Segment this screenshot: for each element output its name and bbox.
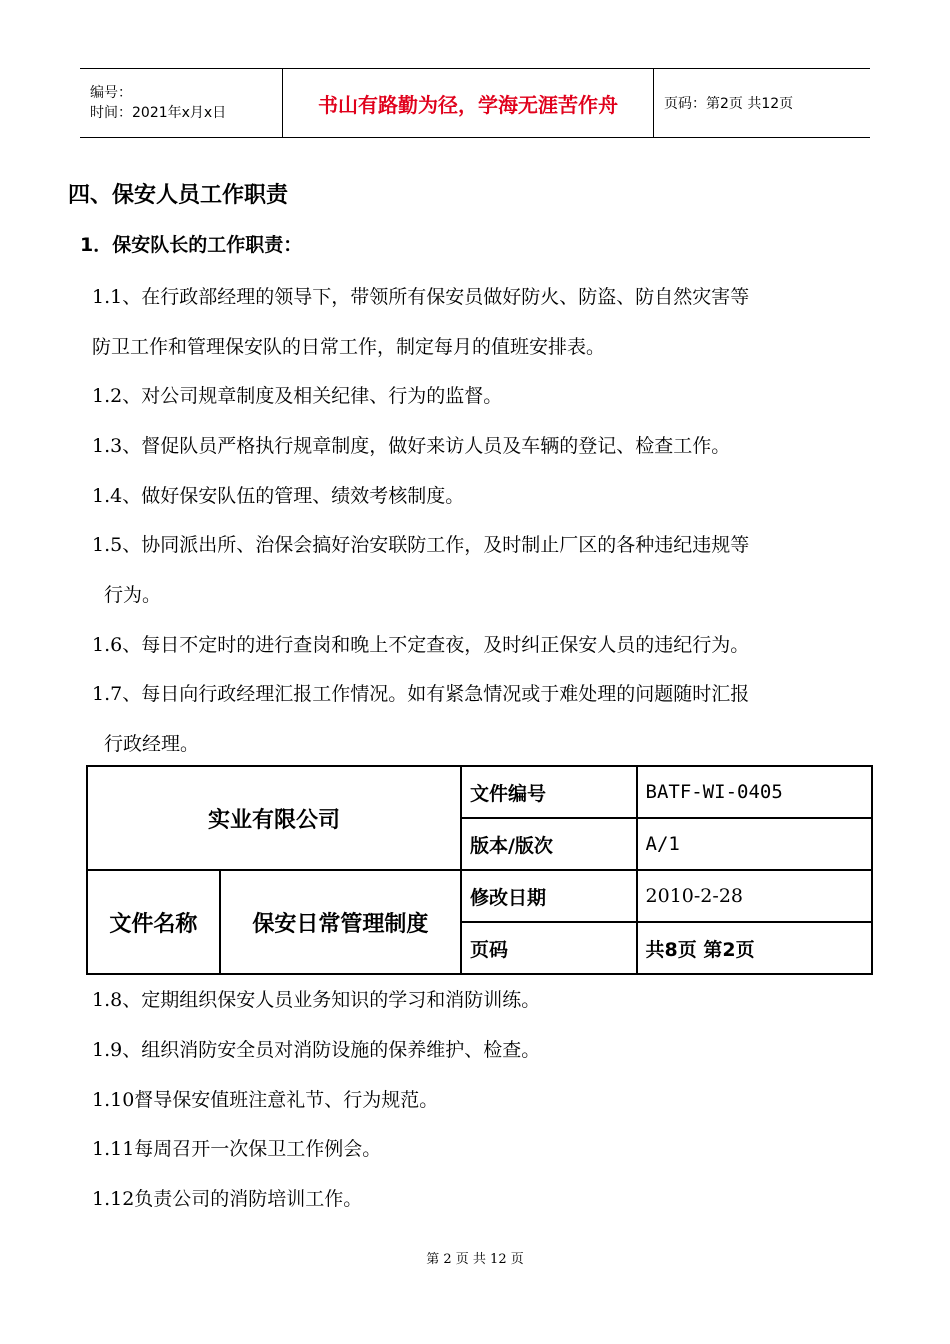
section-title: 四、保安人员工作职责 <box>68 183 289 208</box>
revise-date-value: 2010-2-28 <box>637 870 872 922</box>
duty-1-1: 1.1、在行政部经理的领导下，带领所有保安员做好防火、防盗、防自然灾害等 <box>92 286 750 308</box>
page-footer: 第 2 页 共 12 页 <box>426 1252 524 1267</box>
file-name-value: 保安日常管理制度 <box>220 870 461 974</box>
duty-1-7-cont: 行政经理。 <box>104 733 200 755</box>
header-page-info: 页码：第2页 共12页 <box>664 96 794 112</box>
version-label: 版本/版次 <box>461 818 637 870</box>
file-no-label: 文件编号 <box>461 766 637 818</box>
duty-1-3: 1.3、督促队员严格执行规章制度，做好来访人员及车辆的登记、检查工作。 <box>92 435 731 457</box>
sub-title: 1．保安队长的工作职责： <box>80 234 303 256</box>
duty-1-12: 1.12负责公司的消防培训工作。 <box>92 1188 363 1210</box>
duty-1-2: 1.2、对公司规章制度及相关纪律、行为的监督。 <box>92 385 503 407</box>
file-name-label: 文件名称 <box>87 870 220 974</box>
duty-1-9: 1.9、组织消防安全员对消防设施的保养维护、检查。 <box>92 1039 541 1061</box>
duty-1-5: 1.5、协同派出所、治保会搞好治安联防工作，及时制止厂区的各种违纪违规等 <box>92 534 750 556</box>
page-header <box>80 68 870 138</box>
file-no-value: BATF-WI-0405 <box>637 766 872 818</box>
version-value: A/1 <box>637 818 872 870</box>
duty-1-5-cont: 行为。 <box>104 584 162 606</box>
duty-1-7: 1.7、每日向行政经理汇报工作情况。如有紧急情况或于难处理的问题随时汇报 <box>92 683 750 705</box>
page-value: 共8页 第2页 <box>637 922 872 974</box>
document-control-table <box>86 765 873 975</box>
company-name: 实业有限公司 <box>87 766 461 870</box>
revise-date-label: 修改日期 <box>461 870 637 922</box>
duty-1-11: 1.11每周召开一次保卫工作例会。 <box>92 1138 382 1160</box>
duty-1-1-cont: 防卫工作和管理保安队的日常工作，制定每月的值班安排表。 <box>92 336 606 358</box>
header-time: 时间：2021年x月x日 <box>90 105 227 121</box>
page-label: 页码 <box>461 922 637 974</box>
header-meta <box>80 69 282 137</box>
duty-1-6: 1.6、每日不定时的进行查岗和晚上不定查夜，及时纠正保安人员的违纪行为。 <box>92 634 750 656</box>
duty-1-8: 1.8、定期组织保安人员业务知识的学习和消防训练。 <box>92 989 541 1011</box>
duty-1-10: 1.10督导保安值班注意礼节、行为规范。 <box>92 1089 439 1111</box>
duty-1-4: 1.4、做好保安队伍的管理、绩效考核制度。 <box>92 485 465 507</box>
header-slogan: 书山有路勤为径，学海无涯苦作舟 <box>282 69 654 137</box>
header-number: 编号： <box>90 85 132 101</box>
